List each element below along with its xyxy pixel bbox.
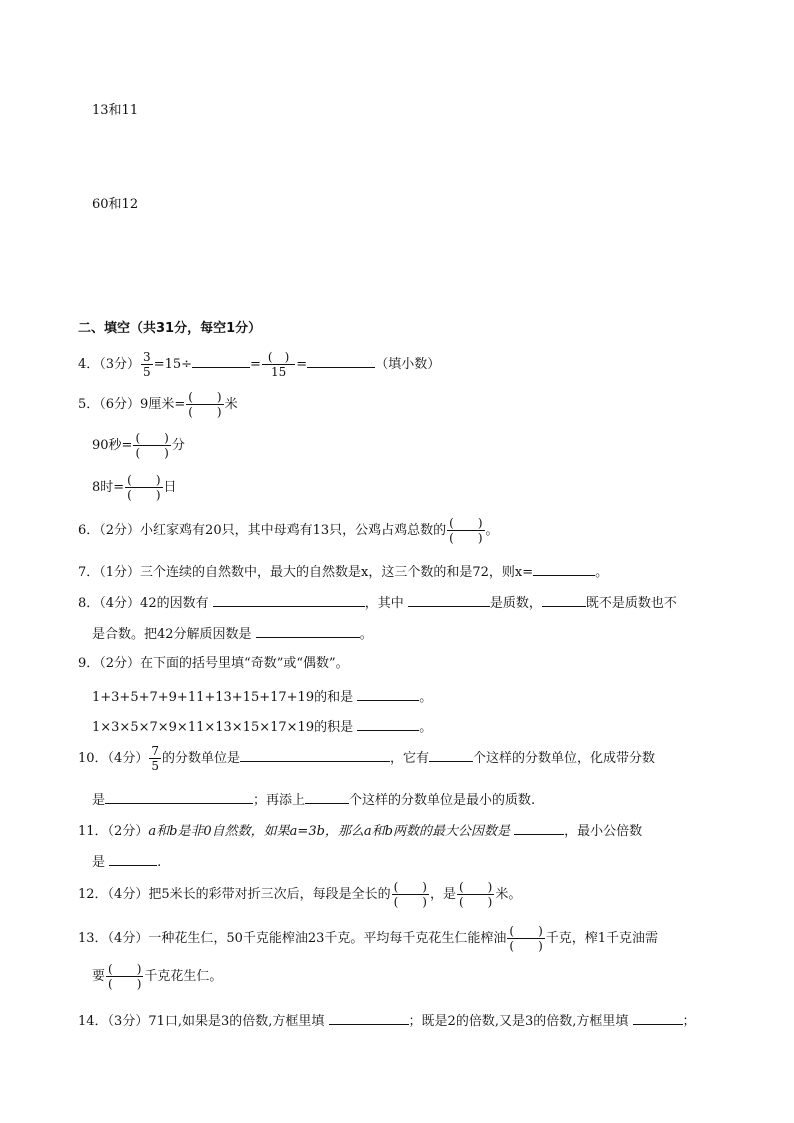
q7-blank[interactable] xyxy=(533,561,595,576)
q4-blank-1[interactable] xyxy=(192,353,250,368)
question-11-line-2: 是 . xyxy=(92,851,161,872)
q13-fraction-2[interactable]: $\frac{( )}{( )}$ xyxy=(108,962,142,991)
question-5-line-3: 8时= $\frac{( )}{( )}$ 日 xyxy=(92,473,177,502)
question-5-line-2: 90秒= $\frac{( )}{( )}$ 分 xyxy=(92,431,185,460)
q11-blank-1[interactable] xyxy=(514,820,564,835)
q12-fraction-1[interactable]: $\frac{( )}{( )}$ xyxy=(393,880,427,909)
q5-fraction-2[interactable]: $\frac{( )}{( )}$ xyxy=(135,431,169,460)
question-4: 4．（3分） $\frac{3}{5}$ =15÷ = $\frac{( )}{15}$ = （填小数） xyxy=(78,350,441,379)
question-8-line-2: 是合数。把42分解质因数是 。 xyxy=(92,623,373,644)
question-10: 10．（4分） $\frac{7}{5}$ 的分数单位是 ，它有 个这样的分数单位，化成带分数 xyxy=(78,744,656,773)
q9-blank-2[interactable] xyxy=(357,716,419,731)
pair-60-12: 60和12 xyxy=(92,197,139,212)
question-5: 5．（6分）9厘米= $\frac{( )}{( )}$ 米 xyxy=(78,390,238,419)
section-title: 二、填空（共31分，每空1分） xyxy=(78,321,262,336)
q10-blank-1[interactable] xyxy=(240,747,390,762)
q10-blank-3[interactable] xyxy=(105,789,253,804)
q4-fraction-2: $\frac{( )}{15}$ xyxy=(262,350,295,379)
q4-blank-2[interactable] xyxy=(307,353,375,368)
q8-blank-1[interactable] xyxy=(213,592,365,607)
q14-blank-2[interactable] xyxy=(633,1010,683,1025)
pair-13-11: 13和11 xyxy=(92,103,139,118)
q8-blank-3[interactable] xyxy=(542,592,586,607)
question-10-line-2: 是 ；再添上 个这样的分数单位是最小的质数. xyxy=(92,789,535,810)
q8-blank-2[interactable] xyxy=(408,592,490,607)
question-8: 8．（4分）42的因数有 ，其中 是质数， 既不是质数也不 xyxy=(78,592,677,613)
question-9-line-2: 1+3+5+7+9+11+13+15+17+19的和是 。 xyxy=(92,686,432,707)
q11-blank-2[interactable] xyxy=(109,851,157,866)
question-13-line-2: 要 $\frac{( )}{( )}$ 千克花生仁。 xyxy=(92,962,223,991)
q10-blank-2[interactable] xyxy=(429,747,473,762)
question-13: 13．（4分）一种花生仁，50千克能榨油23千克。平均每千克花生仁能榨油 $\frac{( )}{( )}$ 千克，榨1千克油需 xyxy=(78,924,659,953)
q10-fraction: $\frac{7}{5}$ xyxy=(151,744,159,773)
q9-blank-1[interactable] xyxy=(357,686,419,701)
q10-blank-4[interactable] xyxy=(305,789,349,804)
q14-blank-1[interactable] xyxy=(329,1010,409,1025)
question-9-line-3: 1×3×5×7×9×11×13×15×17×19的积是 。 xyxy=(92,716,432,737)
q8-blank-4[interactable] xyxy=(256,623,360,638)
q5-fraction-1[interactable]: $\frac{( )}{( )}$ xyxy=(188,390,222,419)
question-11: 11．（2分）a和b是非0自然数，如果a=3b，那么a和b两数的最大公因数是 ，最小公倍数 xyxy=(78,820,642,841)
q13-fraction-1[interactable]: $\frac{( )}{( )}$ xyxy=(509,924,543,953)
q12-fraction-2[interactable]: $\frac{( )}{( )}$ xyxy=(458,880,493,909)
q6-fraction[interactable]: $\frac{( )}{( )}$ xyxy=(449,516,483,545)
question-9: 9．（2分）在下面的括号里填“奇数”或“偶数”。 xyxy=(78,656,349,671)
q4-lead: 4．（3分） xyxy=(78,357,141,372)
question-14: 14．（3分）71口,如果是3的倍数,方框里填 ；既是2的倍数,又是3的倍数,方框里填 ； xyxy=(78,1010,696,1031)
question-7: 7．（1分）三个连续的自然数中，最大的自然数是x，这三个数的和是72，则x= 。 xyxy=(78,561,608,582)
q5-fraction-3[interactable]: $\frac{( )}{( )}$ xyxy=(127,473,161,502)
q4-fraction: $\frac{3}{5}$ xyxy=(143,350,151,379)
question-12: 12．（4分）把5米长的彩带对折三次后，每段是全长的 $\frac{( )}{( )}$ ，是 $\frac{( )}{( )}$ 米。 xyxy=(78,880,522,909)
question-6: 6．（2分）小红家鸡有20只，其中母鸡有13只，公鸡占鸡总数的 $\frac{( )}{( )}$ 。 xyxy=(78,516,499,545)
